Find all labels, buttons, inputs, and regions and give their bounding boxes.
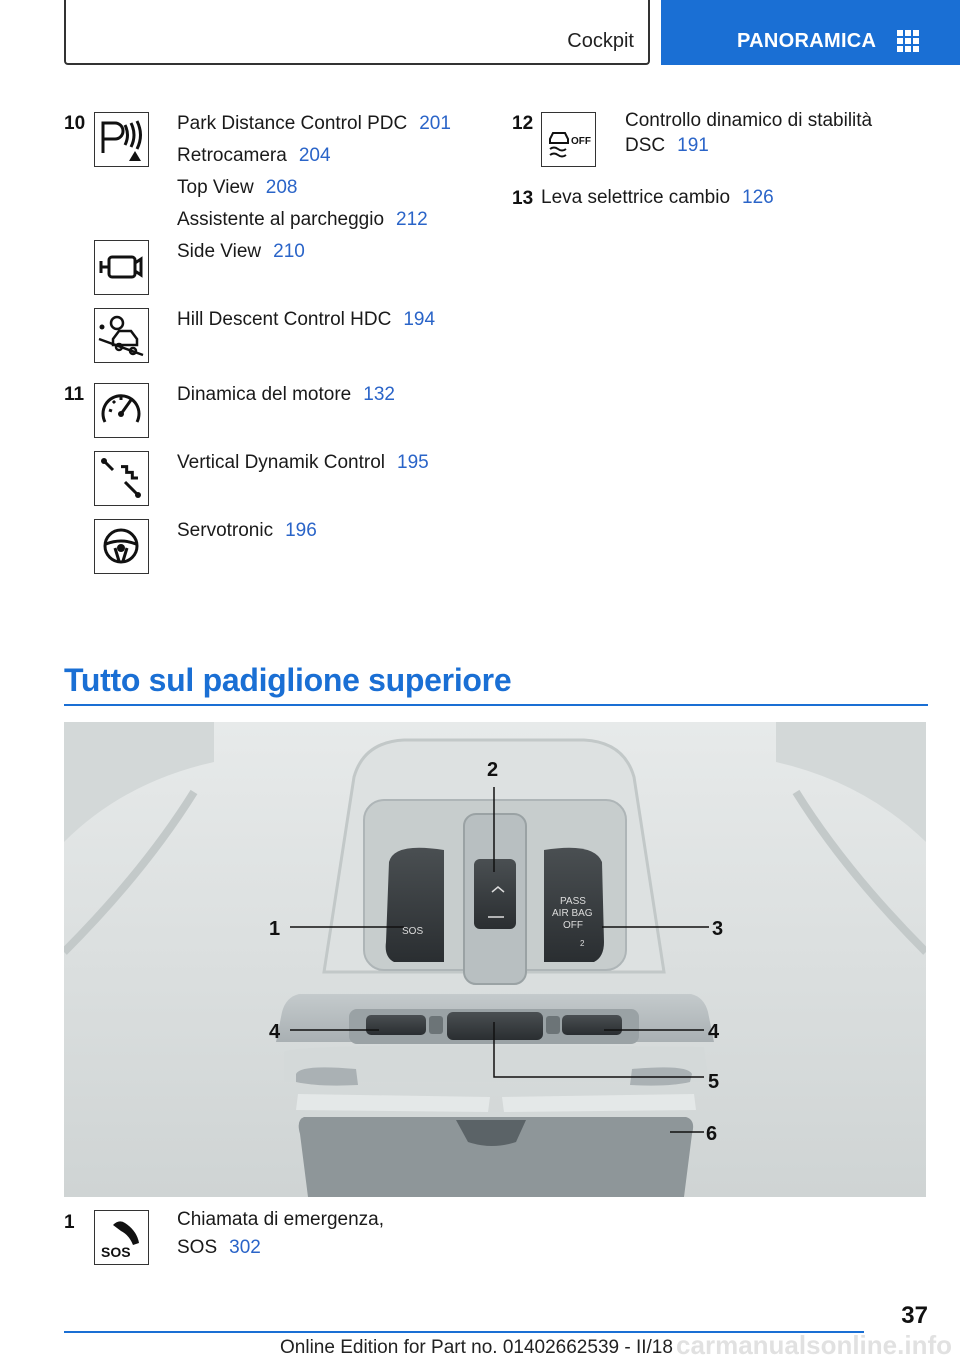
entry-text: Controllo dinamico di stabilità — [625, 110, 873, 131]
panoramica-tab-label: PANORAMICA — [737, 30, 877, 52]
entry-number: 12 — [512, 113, 534, 134]
page-ref-link[interactable]: 191 — [677, 135, 709, 156]
entry-text: Chiamata di emergenza, — [177, 1209, 384, 1230]
grid-menu-icon — [897, 30, 919, 52]
airbag-sub: 2 — [580, 939, 585, 948]
entry-text: Hill Descent Control HDC — [177, 309, 392, 330]
page-ref-link[interactable]: 196 — [285, 520, 317, 541]
panoramica-tab[interactable] — [661, 0, 960, 65]
entry-text: Assistente al parcheggio — [177, 209, 385, 230]
shock-absorber-icon — [94, 451, 149, 506]
callout-4-right: 4 — [708, 1021, 720, 1043]
callout-1: 1 — [269, 918, 281, 940]
callout-3: 3 — [712, 918, 724, 940]
entry-number: 11 — [64, 384, 85, 405]
page-ref-link[interactable]: 302 — [229, 1237, 261, 1258]
hill-descent-icon — [94, 308, 149, 363]
entry-text: Top View — [177, 177, 254, 198]
steering-wheel-icon — [94, 519, 149, 574]
entry-1-text — [177, 1206, 384, 1262]
entry-text: SOS — [177, 1237, 218, 1258]
overhead-console-photo — [64, 722, 926, 1197]
airbag-label-3: OFF — [563, 920, 583, 931]
sos-icon-label: SOS — [101, 1244, 131, 1260]
page-ref-link[interactable]: 194 — [403, 309, 436, 330]
section-title: Tutto sul padiglione superiore — [64, 662, 512, 698]
page-ref-link[interactable]: 201 — [419, 113, 451, 134]
entry-text: Leva selettrice cambio — [541, 187, 731, 208]
edition-note: Online Edition for Part no. 01402662539 - II/18 — [280, 1337, 673, 1358]
header-frame — [64, 0, 650, 65]
callout-6: 6 — [706, 1123, 718, 1145]
dsc-off-icon — [541, 112, 596, 167]
section-divider — [64, 704, 928, 706]
sos-button-label: SOS — [402, 926, 424, 937]
page-ref-link[interactable]: 132 — [363, 384, 395, 405]
camera-icon — [94, 240, 149, 295]
airbag-label-2: AIR BAG — [552, 908, 593, 919]
entry-11-text — [177, 379, 395, 411]
header-section: Cockpit — [567, 30, 634, 52]
entry-12-text — [625, 108, 872, 158]
page-number: 37 — [901, 1302, 928, 1329]
entry-text: Servotronic — [177, 520, 274, 541]
dsc-icon-label: OFF — [571, 136, 591, 147]
callout-4-left: 4 — [269, 1021, 281, 1043]
entry-number: 10 — [64, 113, 86, 134]
callout-2: 2 — [487, 759, 499, 781]
callout-5: 5 — [708, 1071, 720, 1093]
entry-text: Side View — [177, 241, 262, 262]
page-ref-link[interactable]: 212 — [396, 209, 428, 230]
watermark: carmanualsonline.info — [676, 1330, 952, 1360]
entry-number: 13 — [512, 188, 534, 209]
page-ref-link[interactable]: 210 — [273, 241, 305, 262]
hdc-text — [177, 304, 435, 336]
entry-10-text — [177, 108, 451, 236]
entry-text: Retrocamera — [177, 145, 287, 166]
entry-13-text — [541, 182, 774, 214]
side-view-text — [177, 236, 305, 268]
page-ref-link[interactable]: 208 — [265, 177, 298, 198]
entry-number: 1 — [64, 1212, 75, 1233]
servotronic-text — [177, 515, 317, 547]
page-ref-link[interactable]: 204 — [298, 145, 331, 166]
sos-phone-icon — [94, 1210, 149, 1265]
entry-text: Park Distance Control PDC — [177, 113, 408, 134]
entry-text: Vertical Dynamik Control — [177, 452, 386, 473]
entry-text: DSC — [625, 135, 666, 156]
page-ref-link[interactable]: 126 — [742, 187, 774, 208]
entry-text: Dinamica del motore — [177, 384, 352, 405]
airbag-label-1: PASS — [560, 896, 586, 907]
park-distance-icon — [94, 112, 149, 167]
vdc-text — [177, 447, 429, 479]
speedometer-icon — [94, 383, 149, 438]
page-ref-link[interactable]: 195 — [397, 452, 429, 473]
